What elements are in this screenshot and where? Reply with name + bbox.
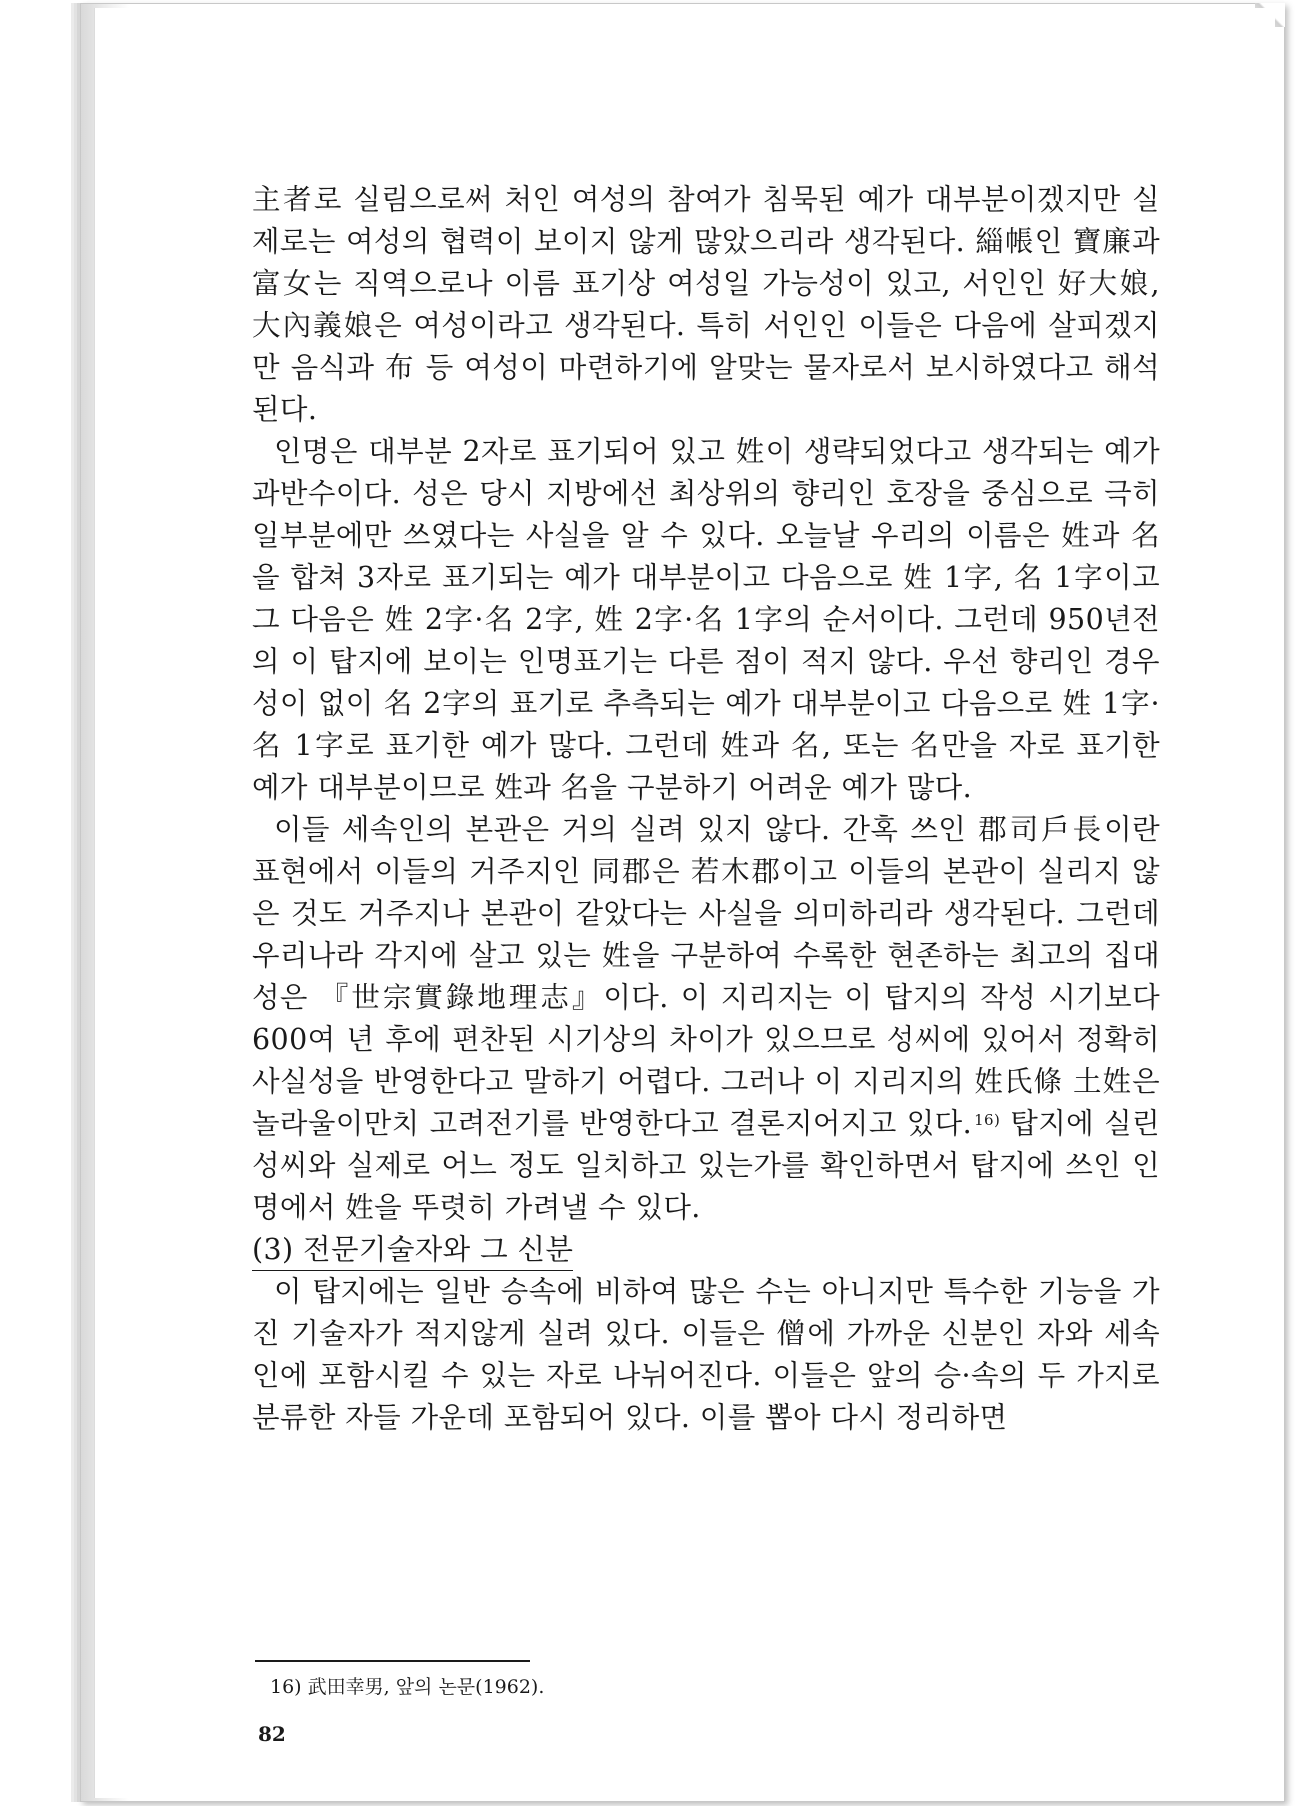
paragraph-3-text-continued: 탑지에 실린 성씨와 실제로 어느 정도 일치하고 있는가를 확인하면서 탑지에 쓰인 인명에서 姓을 뚜렷히 가려낼 수 있다. <box>252 1107 1160 1224</box>
footnote-divider <box>255 1660 530 1662</box>
section-heading-text: (3) 전문기술자와 그 신분 <box>252 1233 573 1271</box>
paragraph-2: 인명은 대부분 2자로 표기되어 있고 姓이 생략되었다고 생각되는 예가 과반수이다. 성은 당시 지방에선 최상위의 향리인 호장을 중심으로 극히 일부분에만 쓰였다는 사실을 알 수 있다. 오늘날 우리의 이름은 姓과 名을 합쳐 3자로 표기되는 예가 대부분이고 다음으로 姓 1字, 名 1字이고 그 다음은 姓 2字·名 2字, 姓 2字·名 1字의 순서이다. 그런데 950년전의 이 탑지에 보이는 인명표기는 다른 점이 적지 않다. 우선 향리인 경우 성이 없이 名 2字의 표기로 추측되는 예가 대부분이고 다음으로 姓 1字·名 1字로 표기한 예가 많다. 그런데 姓과 名, 또는 名만을 자로 표기한 예가 대부분이므로 姓과 名을 구분하기 어려운 예가 많다. <box>252 435 1160 804</box>
footnote-ref: 16) <box>974 1111 1001 1129</box>
paragraph-4: 이 탑지에는 일반 승속에 비하여 많은 수는 아니지만 특수한 기능을 가진 기술자가 적지않게 실려 있다. 이들은 僧에 가까운 신분인 자와 세속인에 포함시킬 수 있는 자로 나뉘어진다. 이들은 앞의 승·속의 두 가지로 분류한 자들 가운데 포함되어 있다. 이를 뽑아 다시 정리하면 <box>252 1275 1160 1434</box>
page-number: 82 <box>258 1722 286 1746</box>
paragraph-3 <box>252 809 1160 1229</box>
paragraph-3-text: 이들 세속인의 본관은 거의 실려 있지 않다. 간혹 쓰인 郡司戶長이란 표현에서 이들의 거주지인 同郡은 若木郡이고 이들의 본관이 실리지 않은 것도 거주지나 본관이 같았다는 사실을 의미하리라 생각된다. 그런데 우리나라 각지에 살고 있는 姓을 구분하여 수록한 현존하는 최고의 집대성은 『世宗實錄地理志』이다. 이 지리지는 이 탑지의 작성 시기보다 600여 년 후에 편찬된 시기상의 차이가 있으므로 성씨에 있어서 정확히 사실성을 반영한다고 말하기 어렵다. 그러나 이 지리지의 姓氏條 土姓은 놀라울이만치 고려전기를 반영한다고 결론지어지고 있다. <box>252 813 1160 1140</box>
footnote: 16) 武田幸男, 앞의 논문(1962). <box>270 1676 545 1698</box>
section-heading <box>252 1229 1160 1271</box>
body-text <box>252 179 1160 1439</box>
paragraph-1: 主者로 실림으로써 처인 여성의 참여가 침묵된 예가 대부분이겠지만 실제로는 여성의 협력이 보이지 않게 많았으리라 생각된다. 緇帳인 寶廉과 富女는 직역으로나 이름 표기상 여성일 가능성이 있고, 서인인 好大娘, 大內義娘은 여성이라고 생각된다. 특히 서인인 이들은 다음에 살피겠지만 음식과 布 등 여성이 마련하기에 알맞는 물자로서 보시하였다고 해석된다. <box>252 183 1160 426</box>
